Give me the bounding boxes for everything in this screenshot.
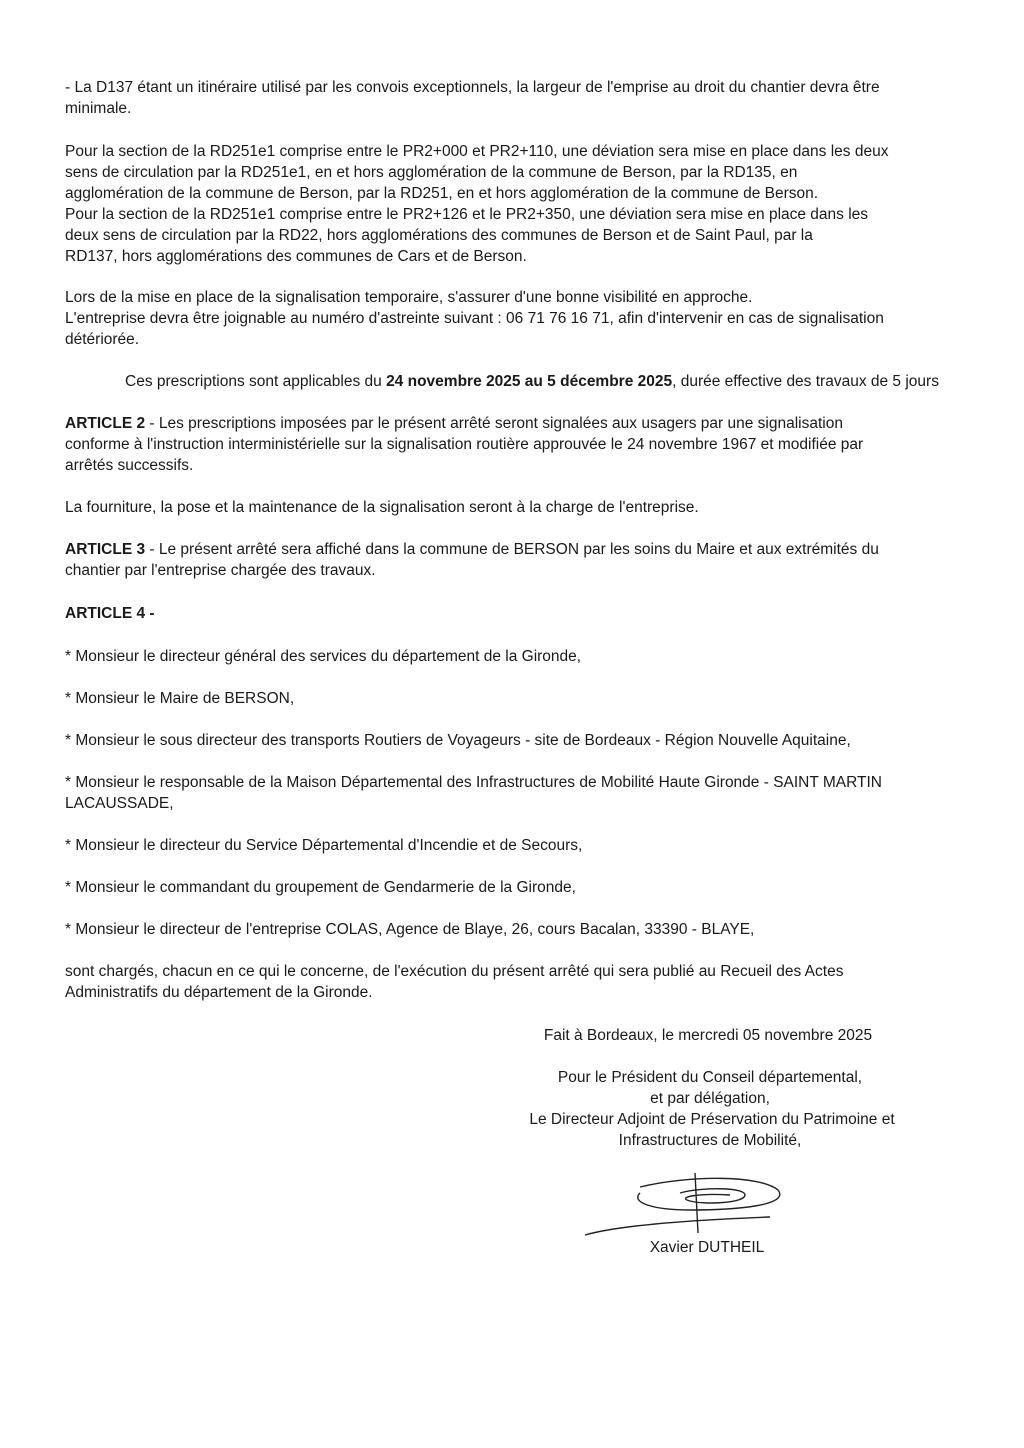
paragraph-line: détériorée. (65, 331, 140, 348)
recipient: * Monsieur le directeur de l'entreprise COLAS, Agence de Blaye, 26, cours Bacalan, 33390 - BLAYE, (65, 921, 755, 938)
paragraph-line: deux sens de circulation par la RD22, hors agglomérations des communes de Berson et de Saint Paul, par la (65, 227, 813, 244)
recipient: * Monsieur le sous directeur des transports Routiers de Voyageurs - site de Bordeaux - Région Nouvelle Aquitaine, (65, 732, 851, 749)
article-3-line (65, 540, 879, 560)
paragraph-line: - La D137 étant un itinéraire utilisé par les convois exceptionnels, la largeur de l'emprise au droit du chantier devra être (65, 79, 880, 96)
paragraph-line: conforme à l'instruction interministérielle sur la signalisation routière approuvée le 24 novembre 1967 et modifiée par (65, 436, 864, 453)
paragraph-line: sont chargés, chacun en ce qui le concerne, de l'exécution du présent arrêté qui sera publié au Recueil des Actes (65, 963, 844, 980)
recipient: * Monsieur le commandant du groupement de Gendarmerie de la Gironde, (65, 879, 576, 896)
article-text: - Les prescriptions imposées par le présent arrêté seront signalées aux usagers par une signalisation (145, 415, 843, 432)
paragraph-line: Pour la section de la RD251e1 comprise entre le PR2+000 et PR2+110, une déviation sera mise en place dans les deux (65, 143, 889, 160)
article-text: - Le présent arrêté sera affiché dans la commune de BERSON par les soins du Maire et aux extrémités du (145, 541, 879, 558)
article-2-label: ARTICLE 2 (65, 415, 146, 432)
signatory-title: Infrastructures de Mobilité, (618, 1132, 802, 1149)
recipient: * Monsieur le Maire de BERSON, (65, 690, 295, 707)
recipient: * Monsieur le responsable de la Maison Départemental des Infrastructures de Mobilité Haute Gironde - SAINT MARTIN (65, 774, 882, 791)
signatory-title: et par délégation, (650, 1090, 770, 1107)
article-4-label-text: ARTICLE 4 - (65, 605, 155, 622)
place-date: Fait à Bordeaux, le mercredi 05 novembre 2025 (543, 1027, 873, 1044)
recipient: * Monsieur le directeur général des services du département de la Gironde, (65, 648, 582, 665)
article-3-label: ARTICLE 3 (65, 541, 146, 558)
paragraph-line: RD137, hors agglomérations des communes de Cars et de Berson. (65, 248, 527, 265)
paragraph-line: chantier par l'entreprise chargée des travaux. (65, 562, 376, 579)
paragraph-line: L'entreprise devra être joignable au numéro d'astreinte suivant : 06 71 76 16 71, afin d'intervenir en cas de signalisation (65, 310, 884, 327)
paragraph-line: Lors de la mise en place de la signalisation temporaire, s'assurer d'une bonne visibilité en approche. (65, 289, 753, 306)
dates-post: , durée effective des travaux de 5 jours (672, 373, 939, 390)
article-2-line (65, 414, 843, 434)
dates-line (125, 372, 939, 392)
paragraph-line: Administratifs du département de la Gironde. (65, 984, 373, 1001)
signatory-title: Pour le Président du Conseil départemental, (557, 1069, 863, 1086)
recipient: * Monsieur le directeur du Service Départemental d'Incendie et de Secours, (65, 837, 583, 854)
paragraph-line: arrêtés successifs. (65, 457, 194, 474)
paragraph-line: minimale. (65, 100, 132, 117)
signatory-name: Xavier DUTHEIL (649, 1239, 765, 1256)
signatory-title: Le Directeur Adjoint de Préservation du Patrimoine et (529, 1111, 895, 1128)
paragraph-line: agglomération de la commune de Berson, par la RD251, en et hors agglomération de la commune de Berson. (65, 185, 819, 202)
paragraph-line: sens de circulation par la RD251e1, en et hors agglomération de la commune de Berson, par la RD135, en (65, 164, 798, 181)
paragraph-line: La fourniture, la pose et la maintenance de la signalisation seront à la charge de l'entreprise. (65, 499, 699, 516)
dates-pre: Ces prescriptions sont applicables du (125, 373, 387, 390)
article-4-label (65, 604, 155, 624)
paragraph-line: Pour la section de la RD251e1 comprise entre le PR2+126 et le PR2+350, une déviation sera mise en place dans les (65, 206, 869, 223)
recipient: LACAUSSADE, (65, 795, 174, 812)
dates-range: 24 novembre 2025 au 5 décembre 2025 (386, 373, 673, 390)
handwritten-signature (580, 1165, 800, 1245)
